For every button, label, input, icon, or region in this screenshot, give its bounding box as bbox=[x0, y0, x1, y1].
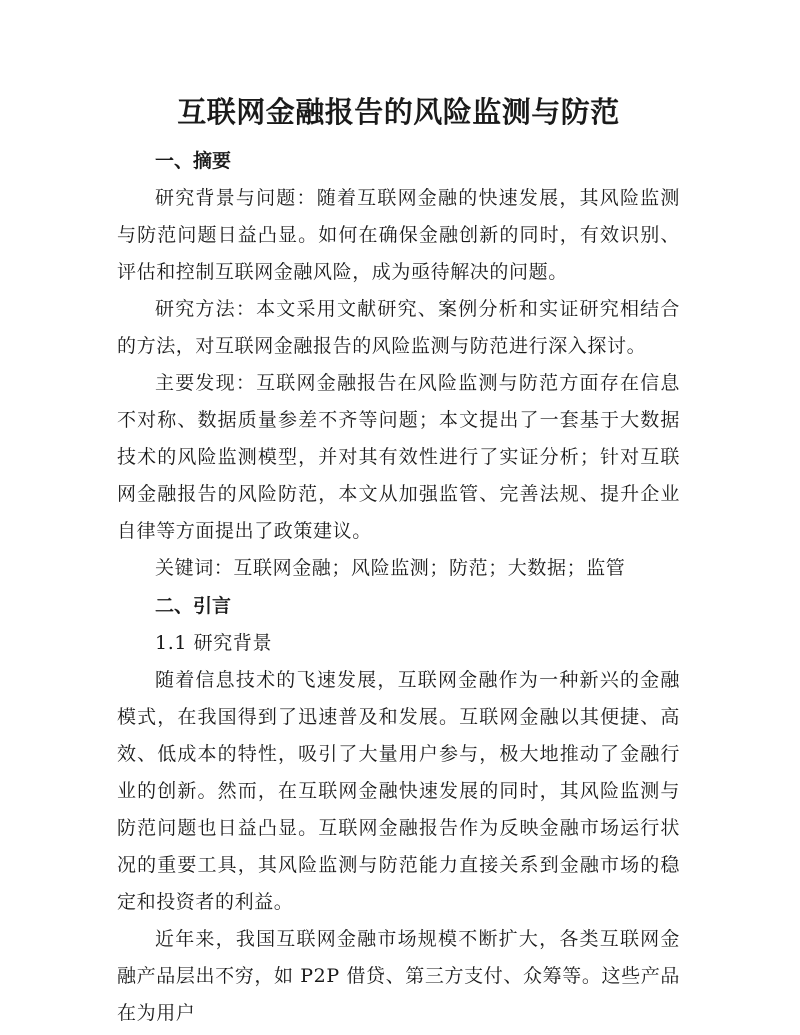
section-heading-abstract: 一、摘要 bbox=[155, 150, 232, 172]
abstract-findings-paragraph: 主要发现：互联网金融报告在风险监测与防范方面存在信息不对称、数据质量参差不齐等问题；本文提出了一套基于大数据技术的风险监测模型，并对其有效性进行了实证分析；针对互联网金融报告的风险防范，本文从加强监管、完善法规、提升企业自律等方面提出了政策建议。 bbox=[117, 372, 680, 542]
section-heading-introduction: 二、引言 bbox=[155, 595, 232, 617]
intro-paragraph-1: 随着信息技术的飞速发展，互联网金融作为一种新兴的金融模式，在我国得到了迅速普及和发展。互联网金融以其便捷、高效、低成本的特性，吸引了大量用户参与，极大地推动了金融行业的创新。然而，在互联网金融快速发展的同时，其风险监测与防范问题也日益凸显。互联网金融报告作为反映金融市场运行状况的重要工具，其风险监测与防范能力直接关系到金融市场的稳定和投资者的利益。 bbox=[117, 669, 680, 913]
document-title: 互联网金融报告的风险监测与防范 bbox=[177, 95, 620, 129]
intro-paragraph-2: 近年来，我国互联网金融市场规模不断扩大，各类互联网金融产品层出不穷，如 P2P 借贷、第三方支付、众筹等。这些产品在为用户 bbox=[117, 928, 680, 1024]
abstract-method-paragraph: 研究方法：本文采用文献研究、案例分析和实证研究相结合的方法，对互联网金融报告的风险监测与防范进行深入探讨。 bbox=[117, 298, 680, 357]
abstract-background-paragraph: 研究背景与问题：随着互联网金融的快速发展，其风险监测与防范问题日益凸显。如何在确保金融创新的同时，有效识别、评估和控制互联网金融风险，成为亟待解决的问题。 bbox=[117, 187, 680, 283]
subsection-heading-background: 1.1 研究背景 bbox=[155, 632, 273, 654]
keywords-line: 关键词：互联网金融；风险监测；防范；大数据；监管 bbox=[155, 557, 626, 579]
